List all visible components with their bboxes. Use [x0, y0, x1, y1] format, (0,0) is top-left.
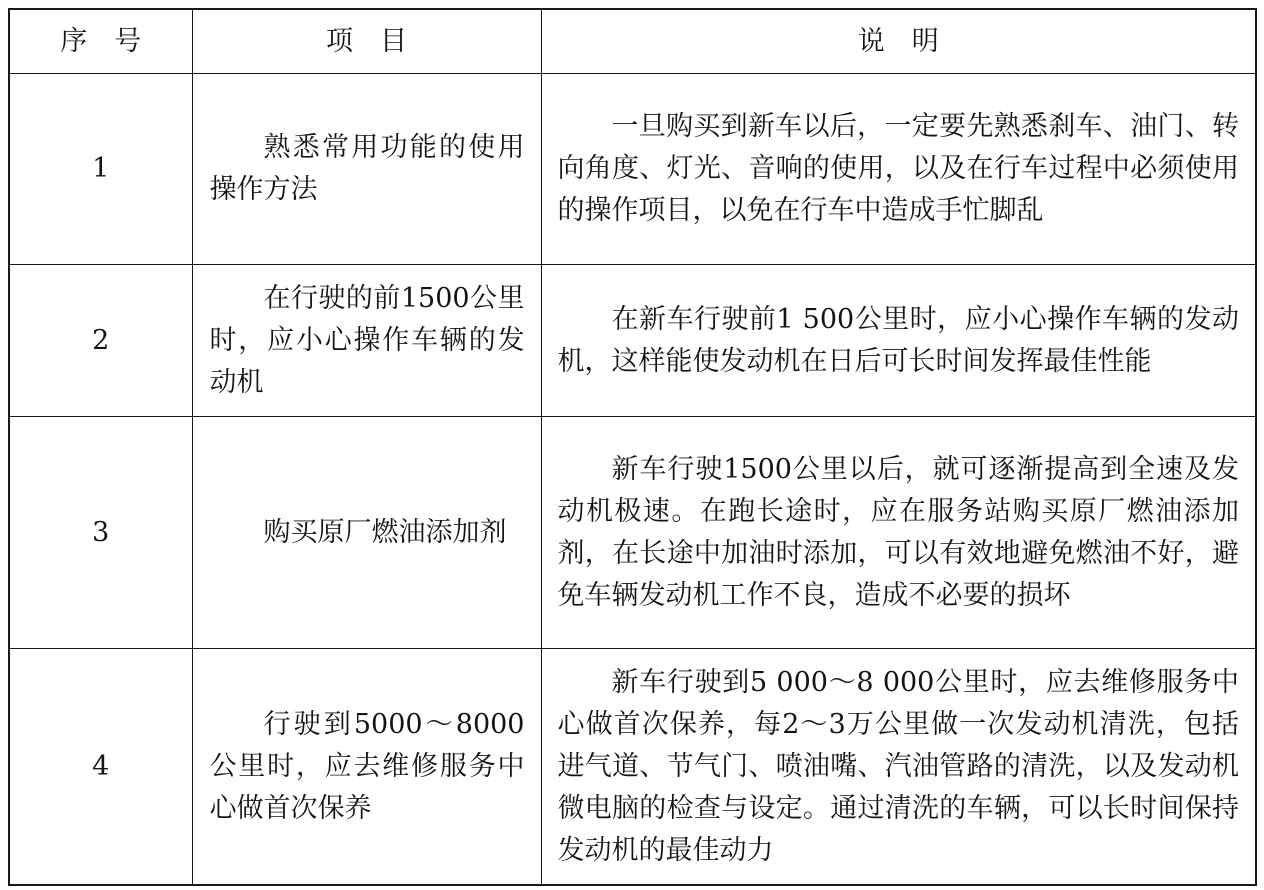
- table-header-row: [9, 9, 1256, 74]
- table-row: [9, 265, 1256, 417]
- header-item: 项 目: [192, 9, 541, 74]
- header-description: 说 明: [541, 9, 1256, 74]
- row-description: 新车行驶到5 000～8 000公里时，应去维修服务中心做首次保养，每2～3万公里做一次发动机清洗，包括进气道、节气门、喷油嘴、汽油管路的清洗，以及发动机微电脑的检查与设定。通过清洗的车辆，可以长时间保持发动机的最佳动力: [541, 649, 1256, 886]
- row-description: 在新车行驶前1 500公里时，应小心操作车辆的发动机，这样能使发动机在日后可长时间发挥最佳性能: [541, 265, 1256, 417]
- row-item: 购买原厂燃油添加剂: [192, 417, 541, 649]
- maintenance-table: [8, 8, 1257, 886]
- row-index: 4: [9, 649, 192, 886]
- row-index: 3: [9, 417, 192, 649]
- row-index: 2: [9, 265, 192, 417]
- row-item: 在行驶的前1500公里时，应小心操作车辆的发动机: [192, 265, 541, 417]
- row-item: 熟悉常用功能的使用操作方法: [192, 74, 541, 265]
- row-description: 新车行驶1500公里以后，就可逐渐提高到全速及发动机极速。在跑长途时，应在服务站购买原厂燃油添加剂，在长途中加油时添加，可以有效地避免燃油不好，避免车辆发动机工作不良，造成不必要的损坏: [541, 417, 1256, 649]
- header-index: 序 号: [9, 9, 192, 74]
- row-description: 一旦购买到新车以后，一定要先熟悉刹车、油门、转向角度、灯光、音响的使用，以及在行车过程中必须使用的操作项目，以免在行车中造成手忙脚乱: [541, 74, 1256, 265]
- table-row: [9, 417, 1256, 649]
- row-index: 1: [9, 74, 192, 265]
- row-item: 行驶到5000～8000公里时，应去维修服务中心做首次保养: [192, 649, 541, 886]
- table-row: [9, 649, 1256, 886]
- table-row: [9, 74, 1256, 265]
